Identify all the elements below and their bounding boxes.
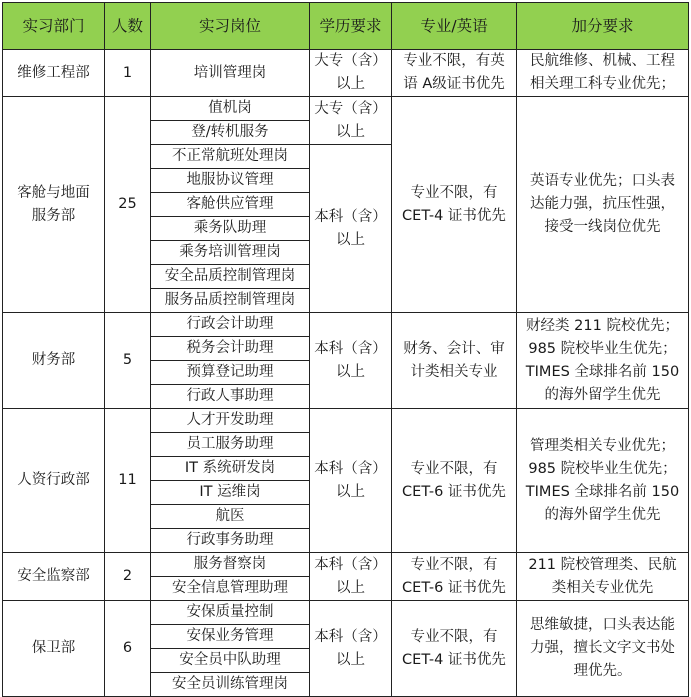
bonus-cell: 英语专业优先；口头表 达能力强，抗压性强， 接受一线岗位优先	[517, 97, 689, 313]
education-cell: 大专（含） 以上	[310, 97, 392, 145]
position-cell: 行政会计助理	[151, 313, 310, 337]
header-position: 实习岗位	[151, 3, 310, 50]
position-cell: 行政人事助理	[151, 385, 310, 409]
position-cell: 服务督察岗	[151, 553, 310, 577]
position-cell: 安全员中队助理	[151, 649, 310, 673]
position-cell: 安全品质控制管理岗	[151, 265, 310, 289]
table-row	[3, 601, 689, 625]
education-cell: 大专（含） 以上	[310, 50, 392, 97]
table-row	[3, 409, 689, 433]
position-cell: 安保业务管理	[151, 625, 310, 649]
position-cell: 地服协议管理	[151, 169, 310, 193]
education-cell: 本科（含） 以上	[310, 409, 392, 553]
header-row	[3, 3, 689, 50]
bonus-cell: 思维敏捷，口头表达能 力强，擅长文字文书处 理优先。	[517, 601, 689, 697]
table-row	[3, 97, 689, 121]
count-cell: 11	[105, 409, 151, 553]
position-cell: 服务品质控制管理岗	[151, 289, 310, 313]
education-cell: 本科（含） 以上	[310, 553, 392, 601]
major-english-cell: 专业不限，有 CET-4 证书优先	[392, 601, 517, 697]
position-cell: 安全员训练管理岗	[151, 673, 310, 697]
internship-table	[2, 2, 689, 697]
dept-cell: 人资行政部	[3, 409, 105, 553]
table-body	[3, 50, 689, 697]
dept-cell: 安全监察部	[3, 553, 105, 601]
bonus-cell: 民航维修、机械、工程 相关理工科专业优先；	[517, 50, 689, 97]
position-cell: 登/转机服务	[151, 121, 310, 145]
count-cell: 1	[105, 50, 151, 97]
position-cell: 客舱供应管理	[151, 193, 310, 217]
dept-cell: 财务部	[3, 313, 105, 409]
bonus-cell: 财经类 211 院校优先； 985 院校毕业生优先； TIMES 全球排名前 150 的海外留学生优先	[517, 313, 689, 409]
header-count: 人数	[105, 3, 151, 50]
table-row	[3, 313, 689, 337]
position-cell: IT 运维岗	[151, 481, 310, 505]
position-cell: 不正常航班处理岗	[151, 145, 310, 169]
position-cell: 乘务队助理	[151, 217, 310, 241]
count-cell: 5	[105, 313, 151, 409]
position-cell: 税务会计助理	[151, 337, 310, 361]
position-cell: IT 系统研发岗	[151, 457, 310, 481]
position-cell: 行政事务助理	[151, 529, 310, 553]
position-cell: 航医	[151, 505, 310, 529]
major-english-cell: 财务、会计、审 计类相关专业	[392, 313, 517, 409]
count-cell: 6	[105, 601, 151, 697]
education-cell: 本科（含） 以上	[310, 145, 392, 313]
major-english-cell: 专业不限，有英 语 A级证书优先	[392, 50, 517, 97]
position-cell: 培训管理岗	[151, 50, 310, 97]
bonus-cell: 211 院校管理类、民航 类相关专业优先	[517, 553, 689, 601]
position-cell: 安保质量控制	[151, 601, 310, 625]
major-english-cell: 专业不限，有 CET-4 证书优先	[392, 97, 517, 313]
position-cell: 值机岗	[151, 97, 310, 121]
education-cell: 本科（含） 以上	[310, 601, 392, 697]
position-cell: 员工服务助理	[151, 433, 310, 457]
position-cell: 乘务培训管理岗	[151, 241, 310, 265]
count-cell: 2	[105, 553, 151, 601]
dept-cell: 客舱与地面 服务部	[3, 97, 105, 313]
education-cell: 本科（含） 以上	[310, 313, 392, 409]
table-row	[3, 50, 689, 97]
header-dept: 实习部门	[3, 3, 105, 50]
header-education: 学历要求	[310, 3, 392, 50]
position-cell: 安全信息管理助理	[151, 577, 310, 601]
major-english-cell: 专业不限，有 CET-6 证书优先	[392, 553, 517, 601]
table-row	[3, 553, 689, 577]
bonus-cell: 管理类相关专业优先； 985 院校毕业生优先； TIMES 全球排名前 150 的海外留学生优先	[517, 409, 689, 553]
count-cell: 25	[105, 97, 151, 313]
header-major-english: 专业/英语	[392, 3, 517, 50]
header-bonus: 加分要求	[517, 3, 689, 50]
major-english-cell: 专业不限，有 CET-6 证书优先	[392, 409, 517, 553]
dept-cell: 维修工程部	[3, 50, 105, 97]
position-cell: 预算登记助理	[151, 361, 310, 385]
dept-cell: 保卫部	[3, 601, 105, 697]
position-cell: 人才开发助理	[151, 409, 310, 433]
